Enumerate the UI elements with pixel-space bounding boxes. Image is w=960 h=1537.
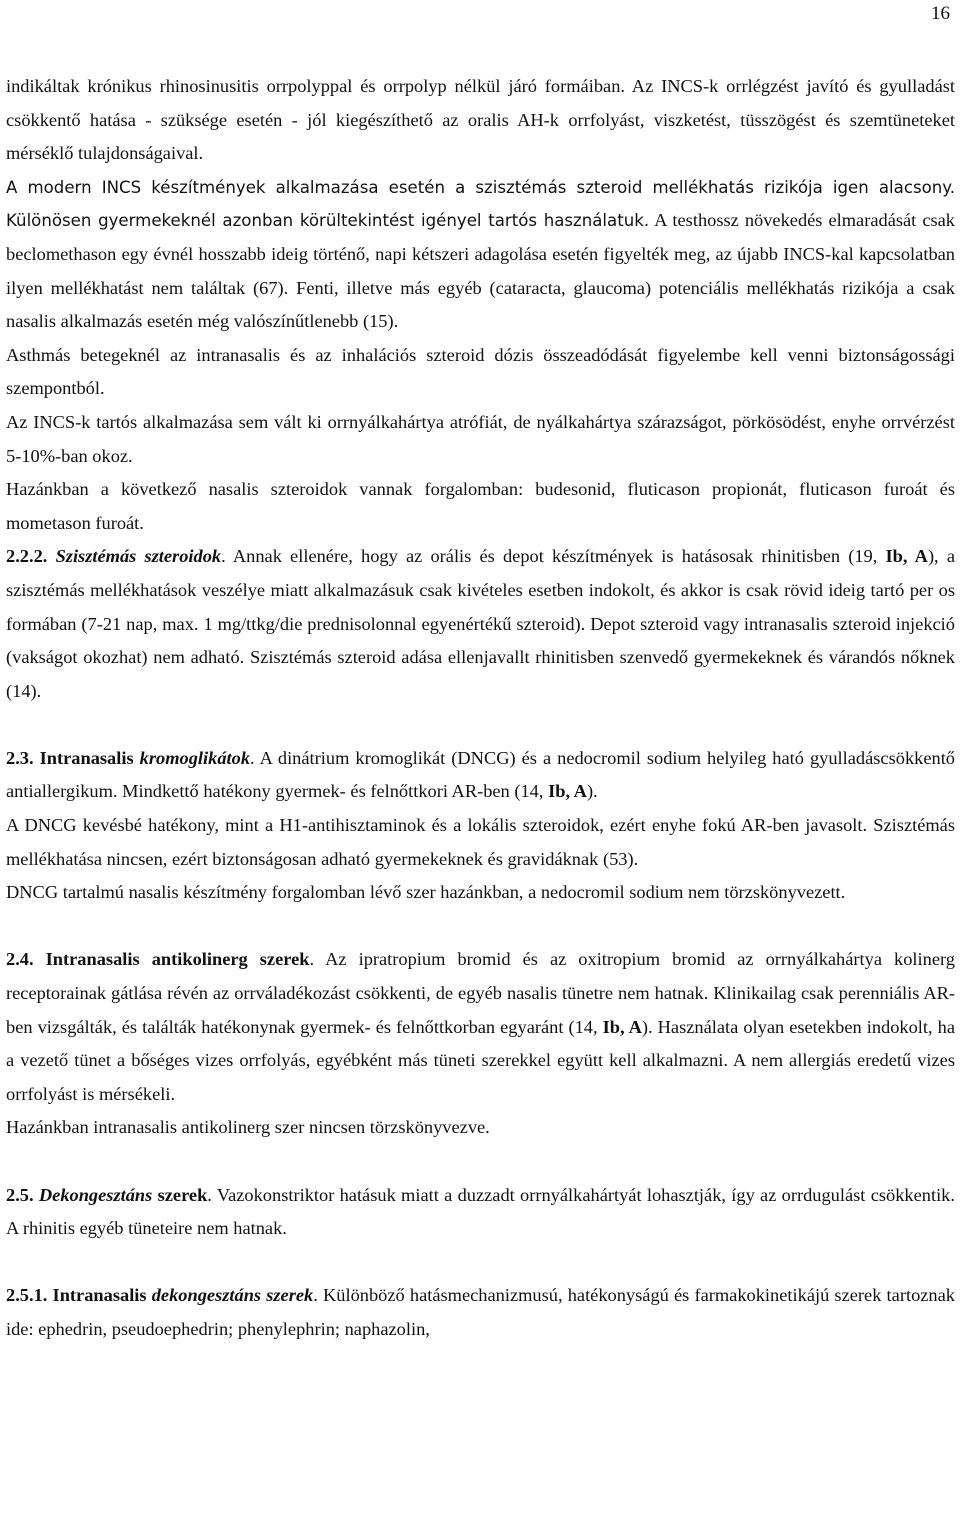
- section-number: 2.3.: [6, 747, 34, 768]
- section-2-3: [6, 742, 955, 809]
- evidence-level: Ib, A: [548, 781, 587, 802]
- paragraph-asthma: [6, 339, 955, 406]
- section-title: Intranasalis: [39, 747, 134, 768]
- paragraph-text: Hazánkban a következő nasalis szteroidok vannak forgalomban: budesonid, fluticason propionát, fluticason furoát és mometason furoát.: [6, 479, 955, 533]
- section-2-5: [6, 1179, 955, 1246]
- paragraph-text: A DNCG kevésbé hatékony, mint a H1-antihisztaminok és a lokális szteroidok, ezért enyhe fokú AR-ben javasolt. Szisztémás mellékhatása nincsen, ezért biztonságosan adható gyermekeknek és gravidáknak (53).: [6, 815, 955, 869]
- section-title: szerek: [157, 1184, 208, 1205]
- spacer: [6, 1145, 955, 1179]
- section-text: ), a szisztémás mellékhatások veszélye miatt alkalmazásuk csak kivételes esetben indokolt, és akkor is csak rövid ideig tartó per os formában (7-21 nap, max. 1 mg/ttkg/die prednisolonnal egyenértékű szteroid). Depot szteroid vagy intranasalis szteroid injekció (vakságot okozhat) nem adható. Szisztémás szteroid adása ellenjavallt rhinitisben szenvedő gyermekeknek és várandós nőknek (14).: [6, 546, 955, 701]
- section-2-5-1: [6, 1279, 955, 1346]
- section-title-italic: dekongesztáns szerek: [151, 1285, 314, 1306]
- section-title: Intranasalis antikolinerg szerek: [45, 949, 310, 970]
- paragraph-text: DNCG tartalmú nasalis készítmény forgalomban lévő szer hazánkban, a nedocromil sodium nem törzskönyvezett.: [6, 882, 846, 903]
- paragraph-text: Hazánkban intranasalis antikolinerg szer nincsen törzskönyvezve.: [6, 1117, 490, 1138]
- spacer: [6, 910, 955, 944]
- paragraph-text: Az INCS-k tartós alkalmazása sem vált ki orrnyálkahártya atrófiát, de nyálkahártya szárazságot, pörkösödést, enyhe orrvérzést 5-10%-ban okoz.: [6, 411, 955, 466]
- section-text: ). Használata olyan esetekben indokolt, ha a vezető tünet a bőséges vizes orrfolyás, egyébként más tüneti szerekkel együtt kell alkalmazni. A nem allergiás eredetű vizes orrfolyást is mérsékeli.: [6, 1016, 956, 1104]
- paragraph-text-sans: A modern INCS készítmények alkalmazása esetén a szisztémás szteroid mellékhatás rizikója igen alacsony. Különösen gyermekeknél azonban körültekintést igényel tartós használatuk.: [6, 177, 955, 231]
- section-2-4: [6, 943, 955, 1111]
- section-text: . Vazokonstriktor hatásuk miatt a duzzadt orrnyálkahártyát lohasztják, így az orrdugulást csökkentik. A rhinitis egyéb tüneteire nem hatnak.: [6, 1184, 955, 1239]
- paragraph-incs-indications: [6, 70, 955, 171]
- paragraph-dncg-efficacy: [6, 809, 955, 876]
- section-2-2-2: [6, 540, 955, 708]
- evidence-level: Ib, A: [885, 546, 928, 567]
- section-text: . Különböző hatásmechanizmusú, hatékonyságú és farmakokinetikájú szerek tartoznak ide: ephedrin, pseudoephedrin; phenylephrin; naphazolin,: [6, 1285, 955, 1339]
- section-text: . Annak ellenére, hogy az orális és depot készítmények is hatásosak rhinitisben (19,: [221, 546, 886, 567]
- section-number: 2.4.: [6, 949, 34, 970]
- paragraph-available-steroids: [6, 473, 955, 540]
- paragraph-long-term-use: [6, 406, 955, 473]
- document-body: [6, 70, 955, 1347]
- section-number: 2.2.2.: [6, 546, 48, 567]
- spacer: [6, 1246, 955, 1280]
- paragraph-text: indikáltak krónikus rhinosinusitis orrpolyppal és orrpolyp nélkül járó formáiban. Az INCS-k orrlégzést javító és gyulladást csökkentő hatása - szüksége esetén - jól kiegészíthető az oralis AH-k orrfolyást, viszketést, tüsszögést és szemtüneteket mérséklő tulajdonságaival.: [6, 76, 955, 164]
- section-title: Intranasalis: [52, 1285, 147, 1306]
- paragraph-incs-side-effects: [6, 171, 955, 339]
- paragraph-dncg-availability: [6, 876, 955, 910]
- section-title-italic: Dekongesztáns: [38, 1184, 153, 1205]
- section-title: Szisztémás szteroidok: [55, 546, 222, 567]
- section-number: 2.5.1.: [6, 1285, 48, 1306]
- section-title-italic: kromoglikátok: [139, 747, 251, 768]
- section-text: ).: [586, 781, 598, 802]
- section-text: . A dinátrium kromoglikát (DNCG) és a nedocromil sodium helyileg ható gyulladáscsökkentő antiallergikum. Mindkettő hatékony gyermek- és felnőttkori AR-ben (14,: [6, 747, 956, 802]
- evidence-level: Ib, A: [602, 1016, 642, 1037]
- section-number: 2.5.: [6, 1184, 34, 1205]
- page-number: 16: [931, 3, 950, 24]
- spacer: [6, 708, 955, 742]
- paragraph-anticholinergic-availability: [6, 1111, 955, 1145]
- paragraph-text: A testhossz növekedés elmaradását csak beclomethason egy évnél hosszabb ideig történő, napi kétszeri adagolása esetén figyelték meg, az újabb INCS-kal kapcsolatban ilyen mellékhatást nem találtak (67). Fenti, illetve más egyéb (cataracta, glaucoma) potenciális mellékhatás rizikója a csak nasalis alkalmazás esetén még valószínűtlenebb (15).: [6, 210, 955, 332]
- paragraph-text: Asthmás betegeknél az intranasalis és az inhalációs szteroid dózis összeadódását figyelembe kell venni biztonságossági szempontból.: [6, 344, 955, 399]
- section-text: . Az ipratropium bromid és az oxitropium bromid az orrnyálkahártya kolinerg receptorainak gátlása révén az orrváladékozást csökkenti, de egyéb nasalis tünetre nem hatnak. Klinikailag csak perenniális AR-ben vizsgálták, és találták hatékonynak gyermek- és felnőttkorban egyaránt (14,: [6, 949, 955, 1037]
